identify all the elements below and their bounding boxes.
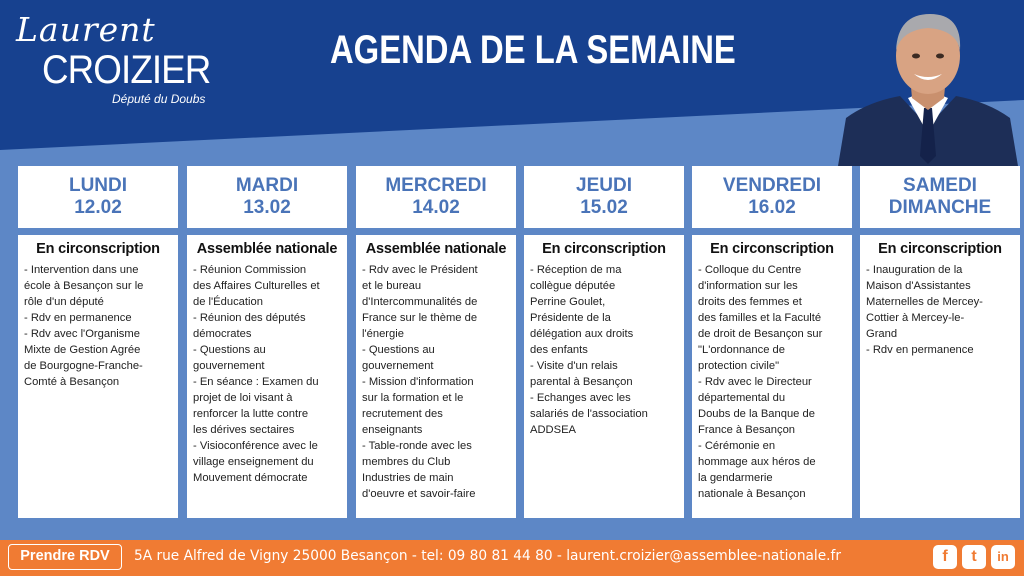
agenda-line: membres du Club bbox=[362, 456, 451, 468]
facebook-icon[interactable]: f bbox=[933, 545, 957, 569]
day-header-lundi bbox=[18, 166, 178, 228]
agenda-line: Doubs de la Banque de bbox=[698, 408, 815, 420]
day-card-heading: Assemblée nationale bbox=[196, 241, 338, 257]
agenda-line: France à Besançon bbox=[698, 424, 796, 436]
day-name: LUNDI bbox=[68, 175, 128, 196]
day-card-weekend bbox=[860, 235, 1020, 518]
prendre-rdv-button[interactable]: Prendre RDV bbox=[8, 544, 122, 570]
agenda-line: Comté à Besançon bbox=[24, 376, 120, 388]
agenda-line: - Table-ronde avec les bbox=[362, 440, 472, 452]
logo-last-name: CROIZIER bbox=[42, 48, 211, 92]
agenda-line: - Visioconférence avec le bbox=[193, 440, 318, 452]
day-date: 16.02 bbox=[748, 197, 796, 218]
agenda-line: Présidente de la bbox=[530, 312, 611, 324]
agenda-line: - Colloque du Centre bbox=[698, 264, 802, 276]
agenda-line: collègue députée bbox=[530, 280, 616, 292]
agenda-line: l'énergie bbox=[362, 328, 404, 340]
day-header-vendredi bbox=[692, 166, 852, 228]
agenda-line: - En séance : Examen du bbox=[193, 376, 319, 388]
day-card-text bbox=[698, 262, 846, 502]
agenda-line: - Cérémonie en bbox=[698, 440, 776, 452]
agenda-line: Grand bbox=[866, 328, 898, 340]
agenda-line: - Rdv avec le Président bbox=[362, 264, 478, 276]
day-card-heading: En circonscription bbox=[542, 241, 666, 257]
day-name: MERCREDI bbox=[385, 175, 487, 196]
day-card-mercredi bbox=[356, 235, 516, 518]
agenda-line: salariés de l'association bbox=[530, 408, 648, 420]
agenda-line: projet de loi visant à bbox=[193, 392, 293, 404]
agenda-line: nationale à Besançon bbox=[698, 488, 806, 500]
day-card-mardi bbox=[187, 235, 347, 518]
day-date: 15.02 bbox=[580, 197, 628, 218]
agenda-line: de Bourgogne-Franche- bbox=[24, 360, 143, 372]
agenda-line: droits des femmes et bbox=[698, 296, 802, 308]
agenda-line: France sur le thème de bbox=[362, 312, 478, 324]
day-card-text bbox=[530, 262, 678, 438]
day-date: 12.02 bbox=[74, 197, 122, 218]
agenda-line: - Réunion des députés bbox=[193, 312, 306, 324]
agenda-line: les dérives sectaires bbox=[193, 424, 295, 436]
agenda-line: Maison d'Assistantes bbox=[866, 280, 971, 292]
agenda-line: protection civile" bbox=[698, 360, 780, 372]
agenda-line: - Rdv avec le Directeur bbox=[698, 376, 812, 388]
day-card-jeudi bbox=[524, 235, 684, 518]
day-name: JEUDI bbox=[576, 175, 632, 196]
agenda-line: - Visite d'un relais bbox=[530, 360, 618, 372]
agenda-line: Cottier à Mercey-le- bbox=[866, 312, 965, 324]
day-card-heading: En circonscription bbox=[710, 241, 834, 257]
agenda-line: Mixte de Gestion Agrée bbox=[24, 344, 141, 356]
day-card-text bbox=[866, 262, 1014, 358]
day-name: VENDREDI bbox=[722, 175, 822, 196]
day-name: SAMEDI bbox=[903, 175, 977, 196]
agenda-line: - Questions au bbox=[193, 344, 266, 356]
day-card-text bbox=[24, 262, 172, 390]
agenda-line: de l'Éducation bbox=[193, 296, 263, 308]
agenda-line: - Questions au bbox=[362, 344, 435, 356]
day-header-mercredi bbox=[356, 166, 516, 228]
agenda-line: la gendarmerie bbox=[698, 472, 773, 484]
agenda-line: Perrine Goulet, bbox=[530, 296, 606, 308]
agenda-line: - Intervention dans une bbox=[24, 264, 139, 276]
day-header-mardi bbox=[187, 166, 347, 228]
agenda-line: - Echanges avec les bbox=[530, 392, 631, 404]
logo-first-name: Laurent bbox=[16, 10, 156, 49]
agenda-line: gouvernement bbox=[362, 360, 434, 372]
agenda-line: sur la formation et le bbox=[362, 392, 464, 404]
agenda-line: - Rdv en permanence bbox=[866, 344, 974, 356]
agenda-line: - Inauguration de la bbox=[866, 264, 963, 276]
day-header-jeudi bbox=[524, 166, 684, 228]
agenda-line: village enseignement du bbox=[193, 456, 314, 468]
agenda-line: "L'ordonnance de bbox=[698, 344, 785, 356]
deputy-portrait bbox=[838, 6, 1018, 166]
agenda-line: - Réception de ma bbox=[530, 264, 622, 276]
logo[interactable] bbox=[12, 8, 227, 108]
agenda-line: enseignants bbox=[362, 424, 423, 436]
logo-subtitle: Député du Doubs bbox=[112, 92, 206, 106]
agenda-line: - Rdv en permanence bbox=[24, 312, 132, 324]
agenda-line: d'oeuvre et savoir-faire bbox=[362, 488, 476, 500]
page-title: AGENDA DE LA SEMAINE bbox=[330, 28, 736, 72]
agenda-line: Mouvement démocrate bbox=[193, 472, 308, 484]
day-card-vendredi bbox=[692, 235, 852, 518]
agenda-line: renforcer la lutte contre bbox=[193, 408, 309, 420]
day-header-weekend bbox=[860, 166, 1020, 228]
twitter-icon[interactable]: t bbox=[962, 545, 986, 569]
agenda-line: Industries de main bbox=[362, 472, 454, 484]
footer-bar bbox=[0, 540, 1024, 576]
agenda-line: des enfants bbox=[530, 344, 588, 356]
agenda-line: - Mission d'information bbox=[362, 376, 474, 388]
agenda-line: de droit de Besançon sur bbox=[698, 328, 823, 340]
linkedin-icon[interactable]: in bbox=[991, 545, 1015, 569]
day-card-text bbox=[193, 262, 341, 486]
day-date: DIMANCHE bbox=[888, 197, 992, 218]
agenda-line: des Affaires Culturelles et bbox=[193, 280, 320, 292]
agenda-line: des familles et la Faculté bbox=[698, 312, 822, 324]
agenda-line: gouvernement bbox=[193, 360, 265, 372]
day-date: 14.02 bbox=[412, 197, 460, 218]
agenda-line: délégation aux droits bbox=[530, 328, 634, 340]
agenda-line: - Rdv avec l'Organisme bbox=[24, 328, 140, 340]
agenda-line: recrutement des bbox=[362, 408, 443, 420]
contact-info: 5A rue Alfred de Vigny 25000 Besançon - tel: 09 80 81 44 80 - laurent.croizier@assemblee-nationale.fr bbox=[134, 548, 842, 564]
day-date: 13.02 bbox=[243, 197, 291, 218]
agenda-line: hommage aux héros de bbox=[698, 456, 816, 468]
day-name: MARDI bbox=[235, 175, 299, 196]
agenda-line: d'information sur les bbox=[698, 280, 798, 292]
agenda-line: parental à Besançon bbox=[530, 376, 633, 388]
day-card-heading: En circonscription bbox=[36, 241, 160, 257]
agenda-line: ADDSEA bbox=[530, 424, 577, 436]
agenda-line: d'Intercommunalités de bbox=[362, 296, 478, 308]
agenda-line: et le bureau bbox=[362, 280, 422, 292]
day-card-text bbox=[362, 262, 510, 502]
day-card-lundi bbox=[18, 235, 178, 518]
day-card-heading: Assemblée nationale bbox=[365, 241, 507, 257]
agenda-line: rôle d'un député bbox=[24, 296, 104, 308]
agenda-line: démocrates bbox=[193, 328, 252, 340]
agenda-line: départemental du bbox=[698, 392, 786, 404]
agenda-line: école à Besançon sur le bbox=[24, 280, 144, 292]
agenda-line: - Réunion Commission bbox=[193, 264, 307, 276]
day-card-heading: En circonscription bbox=[878, 241, 1002, 257]
agenda-line: Maternelles de Mercey- bbox=[866, 296, 983, 308]
